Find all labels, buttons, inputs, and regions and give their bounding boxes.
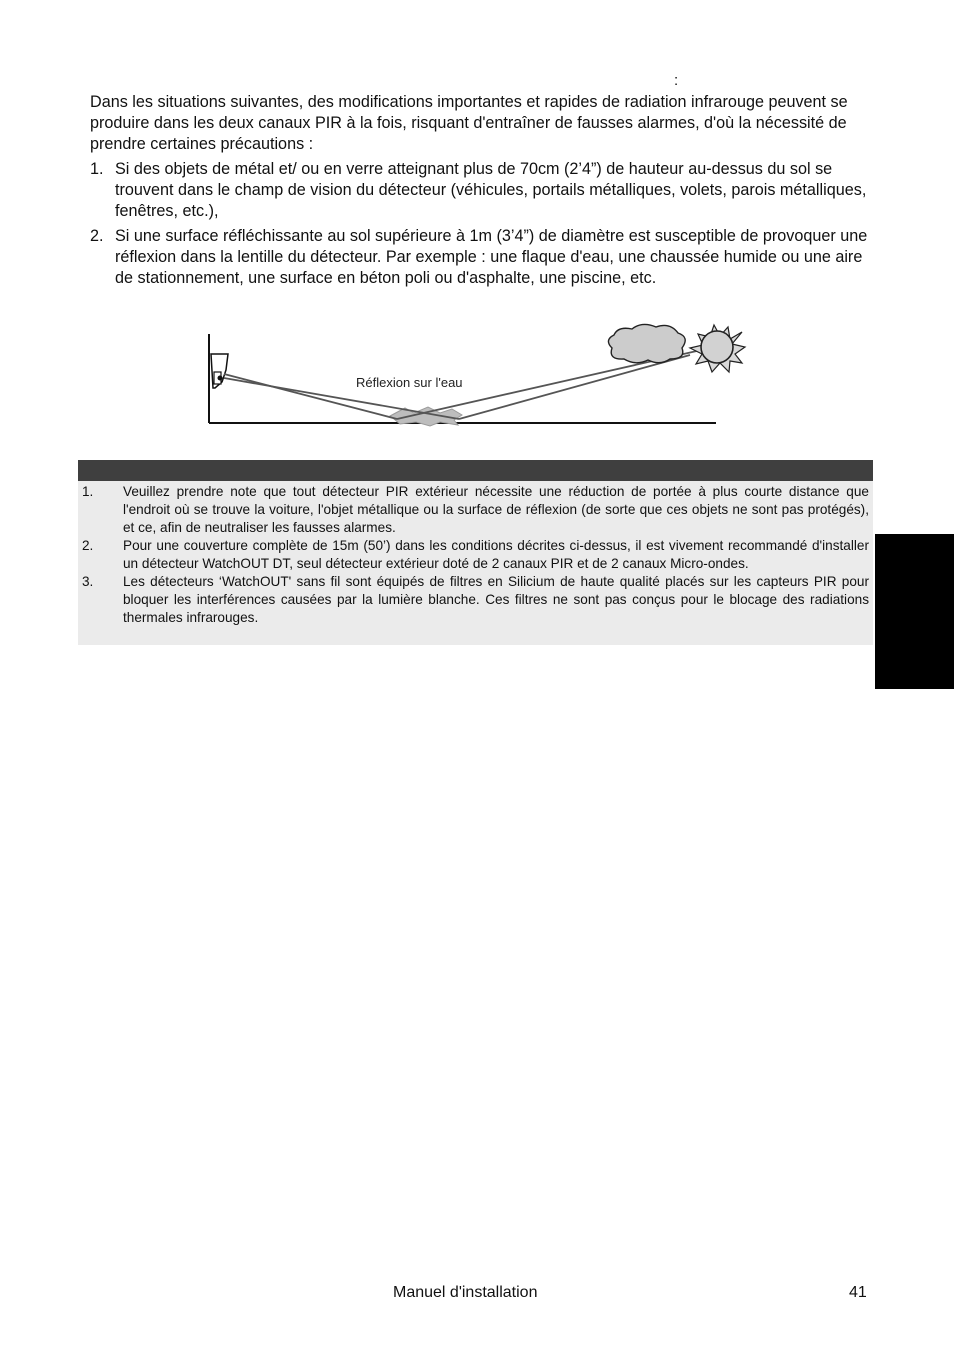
- detector-icon: [211, 354, 228, 388]
- list-item-text: Si une surface réfléchissante au sol supérieure à 1m (3’4”) de diamètre est susceptible de provoquer une réflexion dans la lentille du détecteur. Par exemple : une flaque d'eau, une chaussée humide ou une aire de stationnement, une surface en béton poli ou d'asphalte, une piscine, etc.: [115, 227, 868, 287]
- list-item-number: 1.: [90, 160, 104, 178]
- sun-icon: [690, 325, 745, 372]
- notes-box: [78, 481, 873, 645]
- note-text: Pour une couverture complète de 15m (50’) dans les conditions décrites ci-dessus, il est vivement recommandé d'installer un détecteur WatchOUT DT, seul détecteur extérieur doté de 2 canaux PIR et de 2 canaux Micro-ondes.: [123, 538, 869, 571]
- note-number: 1.: [82, 484, 94, 499]
- reflection-diagram-svg: [200, 312, 760, 432]
- water-puddle-icon: [390, 407, 462, 426]
- note-item: [82, 483, 869, 537]
- list-item: [90, 159, 880, 222]
- list-item-text: Si des objets de métal et/ ou en verre atteignant plus de 70cm (2’4”) de hauteur au-dessus du sol se trouvent dans le champ de vision du détecteur (véhicules, portails métalliques, volets, parois métalliques, fenêtres, etc.),: [115, 160, 867, 220]
- note-number: 2.: [82, 538, 94, 553]
- notes-header-bar: [78, 460, 873, 481]
- list-item-number: 2.: [90, 227, 104, 245]
- note-item: [82, 573, 869, 627]
- reflection-diagram: [200, 312, 760, 432]
- figure-label: Réflexion sur l'eau: [356, 375, 463, 390]
- note-item: [82, 537, 869, 573]
- section-side-tab: [875, 534, 954, 689]
- situations-list: [90, 159, 880, 293]
- page-number: 41: [849, 1284, 867, 1301]
- note-text: Veuillez prendre note que tout détecteur PIR extérieur nécessite une réduction de portée à plus courte distance que l'endroit où se trouve la voiture, l'objet métallique ou la surface de réflexion (de sorte que ces objets ne sont pas protégés), et ce, afin de neutraliser les fausses alarmes.: [123, 484, 869, 535]
- list-item: [90, 226, 880, 289]
- cloud-icon: [608, 324, 685, 362]
- header-colon: :: [674, 72, 679, 89]
- note-text: Les détecteurs ‘WatchOUT' sans fil sont équipés de filtres en Silicium de haute qualité placés sur les capteurs PIR pour bloquer les interférences causées par la lumière blanche. Ces filtres ne sont pas conçus pour le blocage des radiations thermales infrarouges.: [123, 574, 869, 625]
- intro-paragraph: Dans les situations suivantes, des modifications importantes et rapides de radiation infrarouge peuvent se produire dans les deux canaux PIR à la fois, risquant d'entraîner de fausses alarmes, d'où la nécessité de prendre certaines précautions :: [90, 93, 848, 153]
- note-number: 3.: [82, 574, 94, 589]
- footer-title: Manuel d'installation: [393, 1284, 538, 1301]
